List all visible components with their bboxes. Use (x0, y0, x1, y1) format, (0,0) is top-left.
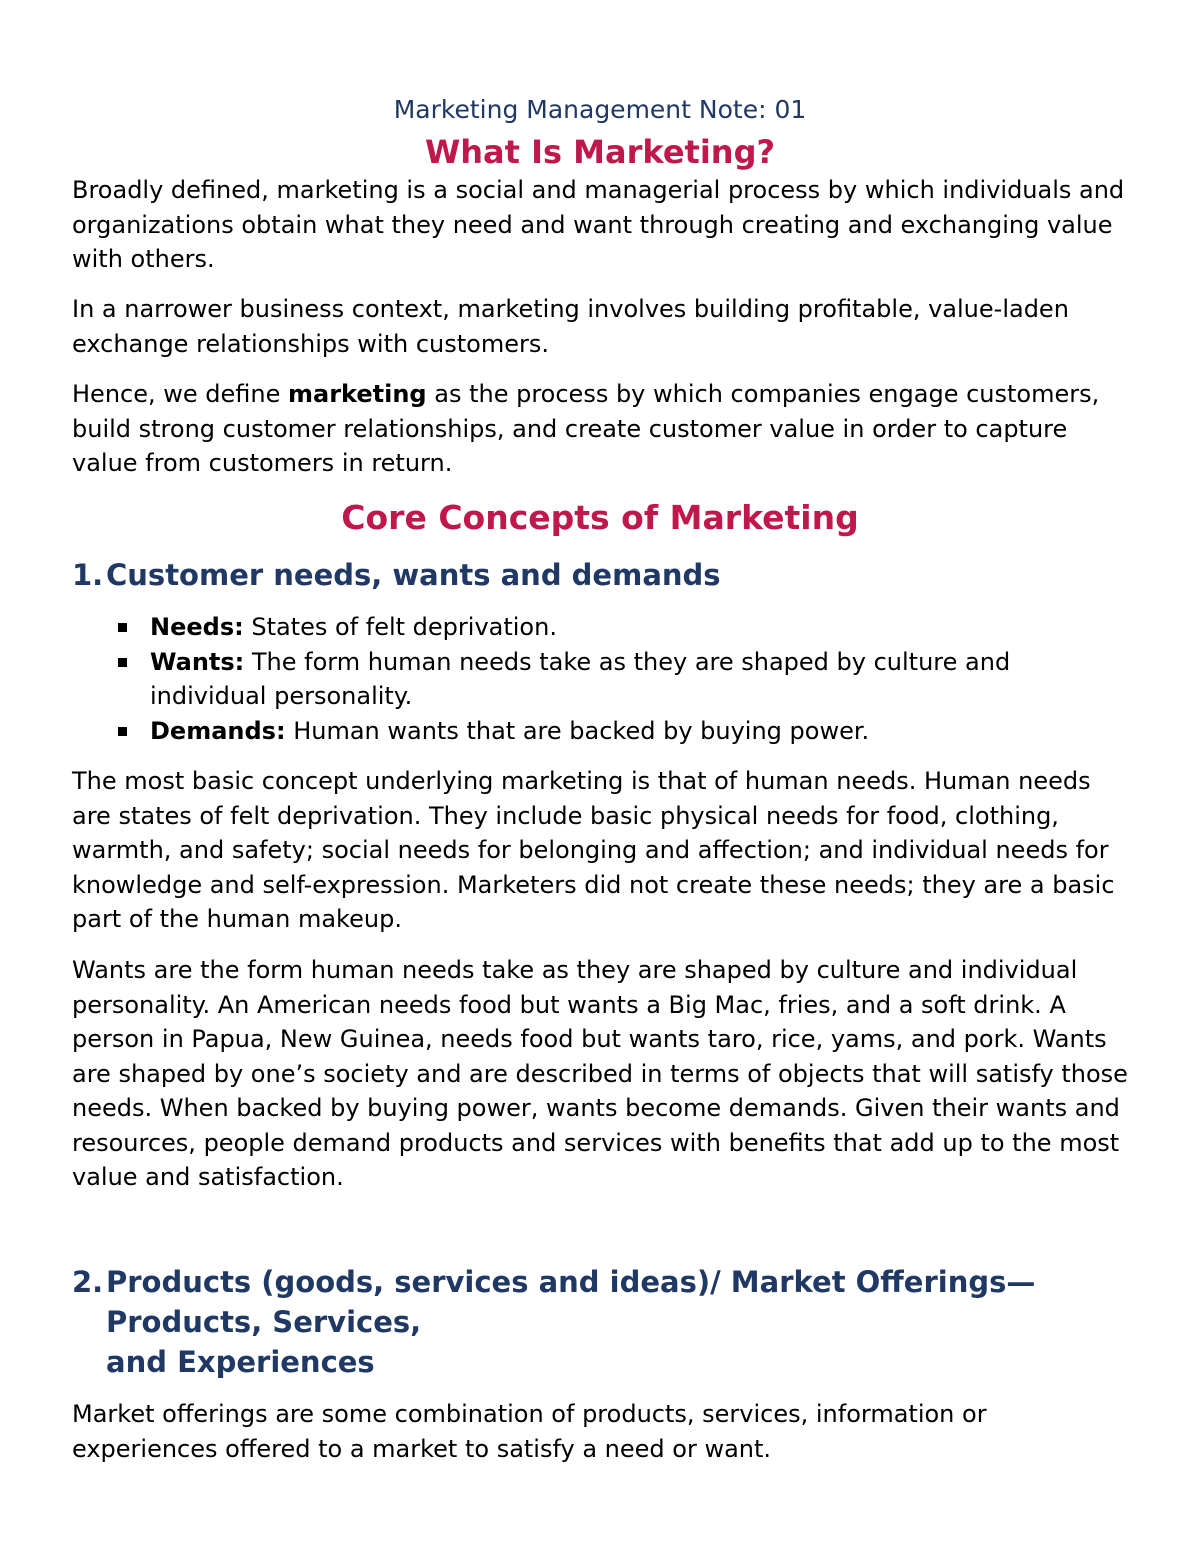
square-bullet-icon (118, 727, 127, 736)
concept-2-title-line-1: Products (goods, services and ideas)/ Market Offerings— (106, 1265, 1036, 1299)
concept-2-title-line-2: Products, Services, (106, 1305, 422, 1339)
concept-2-heading (72, 1262, 1152, 1382)
concept-1-bullet-list (72, 610, 1132, 748)
intro-paragraph-2: In a narrower business context, marketing involves building profitable, value-laden exchange relationships with customers. (72, 295, 1069, 358)
bullet-term: Demands: (150, 716, 286, 745)
bullet-item-demands (72, 714, 1132, 749)
concept-1-heading (72, 555, 1152, 595)
definition-paragraph (72, 377, 1132, 481)
bullet-term: Wants: (150, 647, 245, 676)
concept-1-number: 1. (72, 558, 104, 592)
intro-paragraph-1: Broadly defined, marketing is a social and managerial process by which individuals and organizations obtain what they need and want through creating and exchanging value with others. (72, 176, 1125, 273)
concept-2-number: 2. (72, 1265, 104, 1299)
definition-term: marketing (288, 380, 427, 408)
concept-1-paragraph-2: Wants are the form human needs take as they are shaped by culture and individual personality. An American needs food but wants a Big Mac, fries, and a soft drink. A person in Papua, New Guinea, needs food but wants taro, rice, yams, and pork. Wants are shaped by one’s society and are described in terms of objects that will satisfy those needs. When backed by buying power, wants become demands. Given their wants and resources, people demand products and services with benefits that add up to the most value and satisfaction. (72, 956, 1128, 1191)
main-heading: What Is Marketing? (424, 133, 776, 171)
bullet-text: The form human needs take as they are shaped by culture and individual personality. (150, 647, 1011, 710)
square-bullet-icon (118, 623, 127, 632)
bullet-term: Needs: (150, 613, 244, 641)
bullet-text: States of felt deprivation. (243, 613, 557, 641)
document-title: Marketing Management Note: 01 (393, 95, 807, 124)
bullet-item-wants (72, 645, 1132, 714)
bullet-item-needs (72, 610, 1132, 645)
definition-lead: Hence, we define (72, 380, 288, 408)
section-title: Core Concepts of Marketing (341, 498, 859, 537)
definition-body: as the process by which companies engage customers, build strong customer relationships, and create customer value in order to capture value from customers in return. (72, 380, 1100, 477)
concept-2-paragraph: Market offerings are some combination of products, services, information or experiences offered to a market to satisfy a need or want. (72, 1400, 987, 1463)
concept-2-title-line-3: and Experiences (106, 1345, 375, 1379)
concept-1-paragraph-1: The most basic concept underlying marketing is that of human needs. Human needs are states of felt deprivation. They include basic physical needs for food, clothing, warmth, and safety; social needs for belonging and affection; and individual needs for knowledge and self-expression. Marketers did not create these needs; they are a basic part of the human makeup. (72, 767, 1115, 933)
square-bullet-icon (118, 658, 127, 667)
bullet-text: Human wants that are backed by buying power. (285, 716, 870, 745)
concept-1-title: Customer needs, wants and demands (106, 558, 721, 592)
